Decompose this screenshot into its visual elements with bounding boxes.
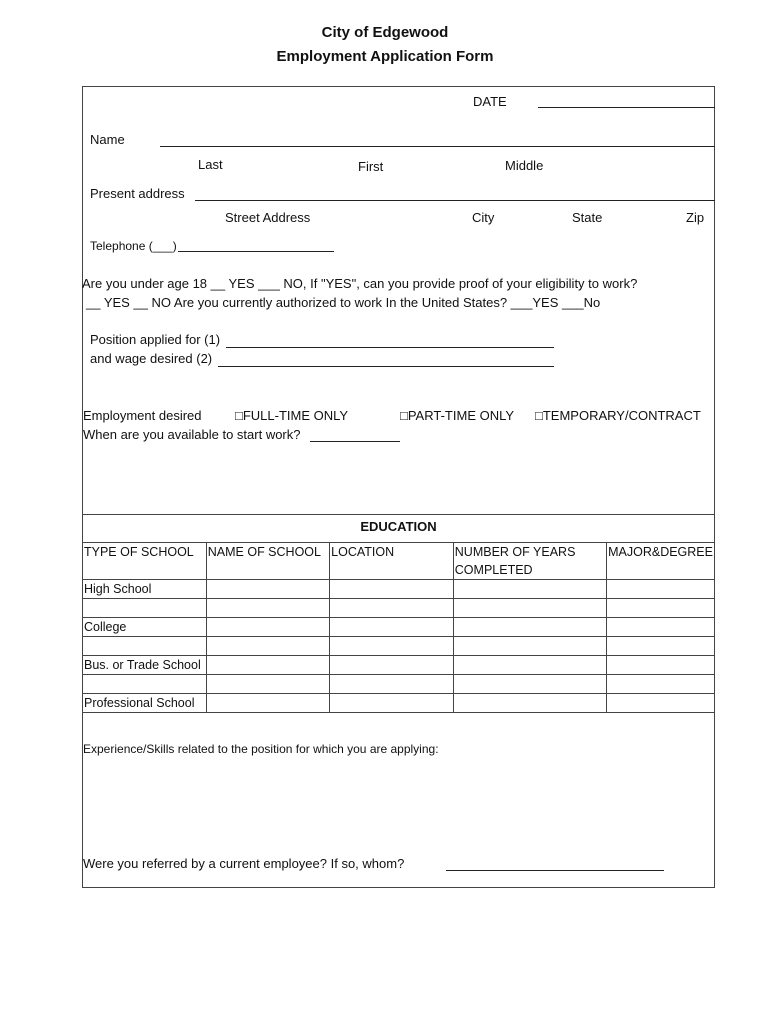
form-box bbox=[82, 86, 715, 888]
column-header: MAJOR&DEGREE bbox=[607, 543, 715, 580]
table-cell[interactable] bbox=[453, 656, 606, 675]
date-field[interactable] bbox=[538, 107, 715, 108]
school-type-cell: High School bbox=[83, 580, 207, 599]
school-type-cell bbox=[83, 637, 207, 656]
school-type-cell bbox=[83, 599, 207, 618]
table-cell[interactable] bbox=[206, 599, 329, 618]
table-row bbox=[83, 618, 715, 637]
form-title: City of Edgewood bbox=[321, 24, 449, 41]
position-field[interactable] bbox=[226, 347, 554, 348]
last-caption: Last bbox=[198, 157, 223, 172]
name-label: Name bbox=[90, 132, 125, 147]
table-cell[interactable] bbox=[330, 656, 454, 675]
column-header: NAME OF SCHOOL bbox=[206, 543, 329, 580]
address-label: Present address bbox=[90, 186, 185, 201]
table-row bbox=[83, 637, 715, 656]
column-header: TYPE OF SCHOOL bbox=[83, 543, 207, 580]
column-header: NUMBER OF YEARS COMPLETED bbox=[453, 543, 606, 580]
table-cell[interactable] bbox=[330, 618, 454, 637]
wage-label: and wage desired (2) bbox=[90, 351, 213, 366]
school-type-cell: College bbox=[83, 618, 207, 637]
table-cell[interactable] bbox=[330, 675, 454, 694]
temporary-checkbox[interactable]: □TEMPORARY/CONTRACT bbox=[535, 408, 701, 423]
authorized-question: __ YES __ NO Are you currently authorized to work In the United States? ___YES ___No bbox=[86, 295, 601, 310]
table-cell[interactable] bbox=[206, 618, 329, 637]
table-cell[interactable] bbox=[607, 618, 715, 637]
table-cell[interactable] bbox=[453, 599, 606, 618]
referred-field[interactable] bbox=[446, 870, 664, 871]
education-heading: EDUCATION bbox=[82, 514, 715, 543]
table-row bbox=[83, 694, 715, 713]
table-cell[interactable] bbox=[206, 675, 329, 694]
name-field[interactable] bbox=[160, 146, 715, 147]
school-type-cell: Bus. or Trade School bbox=[83, 656, 207, 675]
table-row bbox=[83, 656, 715, 675]
state-caption: State bbox=[572, 210, 603, 225]
street-caption: Street Address bbox=[225, 210, 311, 225]
available-field[interactable] bbox=[310, 441, 400, 442]
table-cell[interactable] bbox=[607, 580, 715, 599]
middle-caption: Middle bbox=[505, 158, 544, 173]
address-field[interactable] bbox=[195, 200, 715, 201]
column-header: LOCATION bbox=[330, 543, 454, 580]
table-cell[interactable] bbox=[453, 580, 606, 599]
table-cell[interactable] bbox=[607, 637, 715, 656]
wage-field[interactable] bbox=[218, 366, 554, 367]
table-cell[interactable] bbox=[206, 656, 329, 675]
table-cell[interactable] bbox=[206, 580, 329, 599]
first-caption: First bbox=[358, 159, 384, 174]
available-label: When are you available to start work? bbox=[83, 427, 301, 442]
date-label: DATE bbox=[473, 94, 507, 109]
telephone-field[interactable] bbox=[178, 251, 334, 252]
employment-desired-label: Employment desired bbox=[83, 408, 202, 423]
referred-label: Were you referred by a current employee? If so, whom? bbox=[83, 856, 405, 871]
table-cell[interactable] bbox=[607, 675, 715, 694]
table-cell[interactable] bbox=[330, 599, 454, 618]
school-type-cell: Professional School bbox=[83, 694, 207, 713]
experience-label: Experience/Skills related to the position for which you are applying: bbox=[83, 742, 439, 756]
full-time-checkbox[interactable]: □FULL-TIME ONLY bbox=[235, 408, 349, 423]
education-header-row bbox=[83, 543, 715, 580]
position-label: Position applied for (1) bbox=[90, 332, 221, 347]
city-caption: City bbox=[472, 210, 495, 225]
education-table bbox=[82, 542, 715, 713]
form-subtitle: Employment Application Form bbox=[276, 48, 494, 65]
table-cell[interactable] bbox=[330, 637, 454, 656]
table-cell[interactable] bbox=[330, 694, 454, 713]
table-cell[interactable] bbox=[453, 675, 606, 694]
table-cell[interactable] bbox=[607, 694, 715, 713]
table-row bbox=[83, 580, 715, 599]
table-cell[interactable] bbox=[607, 599, 715, 618]
part-time-checkbox[interactable]: □PART-TIME ONLY bbox=[400, 408, 515, 423]
table-cell[interactable] bbox=[206, 637, 329, 656]
table-row bbox=[83, 599, 715, 618]
age-question: Are you under age 18 __ YES ___ NO, If "YES", can you provide proof of your eligibility to work? bbox=[82, 276, 638, 291]
table-cell[interactable] bbox=[453, 694, 606, 713]
school-type-cell bbox=[83, 675, 207, 694]
table-cell[interactable] bbox=[453, 618, 606, 637]
table-cell[interactable] bbox=[607, 656, 715, 675]
zip-caption: Zip bbox=[686, 210, 705, 225]
table-row bbox=[83, 675, 715, 694]
table-cell[interactable] bbox=[453, 637, 606, 656]
table-cell[interactable] bbox=[330, 580, 454, 599]
table-cell[interactable] bbox=[206, 694, 329, 713]
telephone-label: Telephone (___) bbox=[90, 239, 177, 253]
